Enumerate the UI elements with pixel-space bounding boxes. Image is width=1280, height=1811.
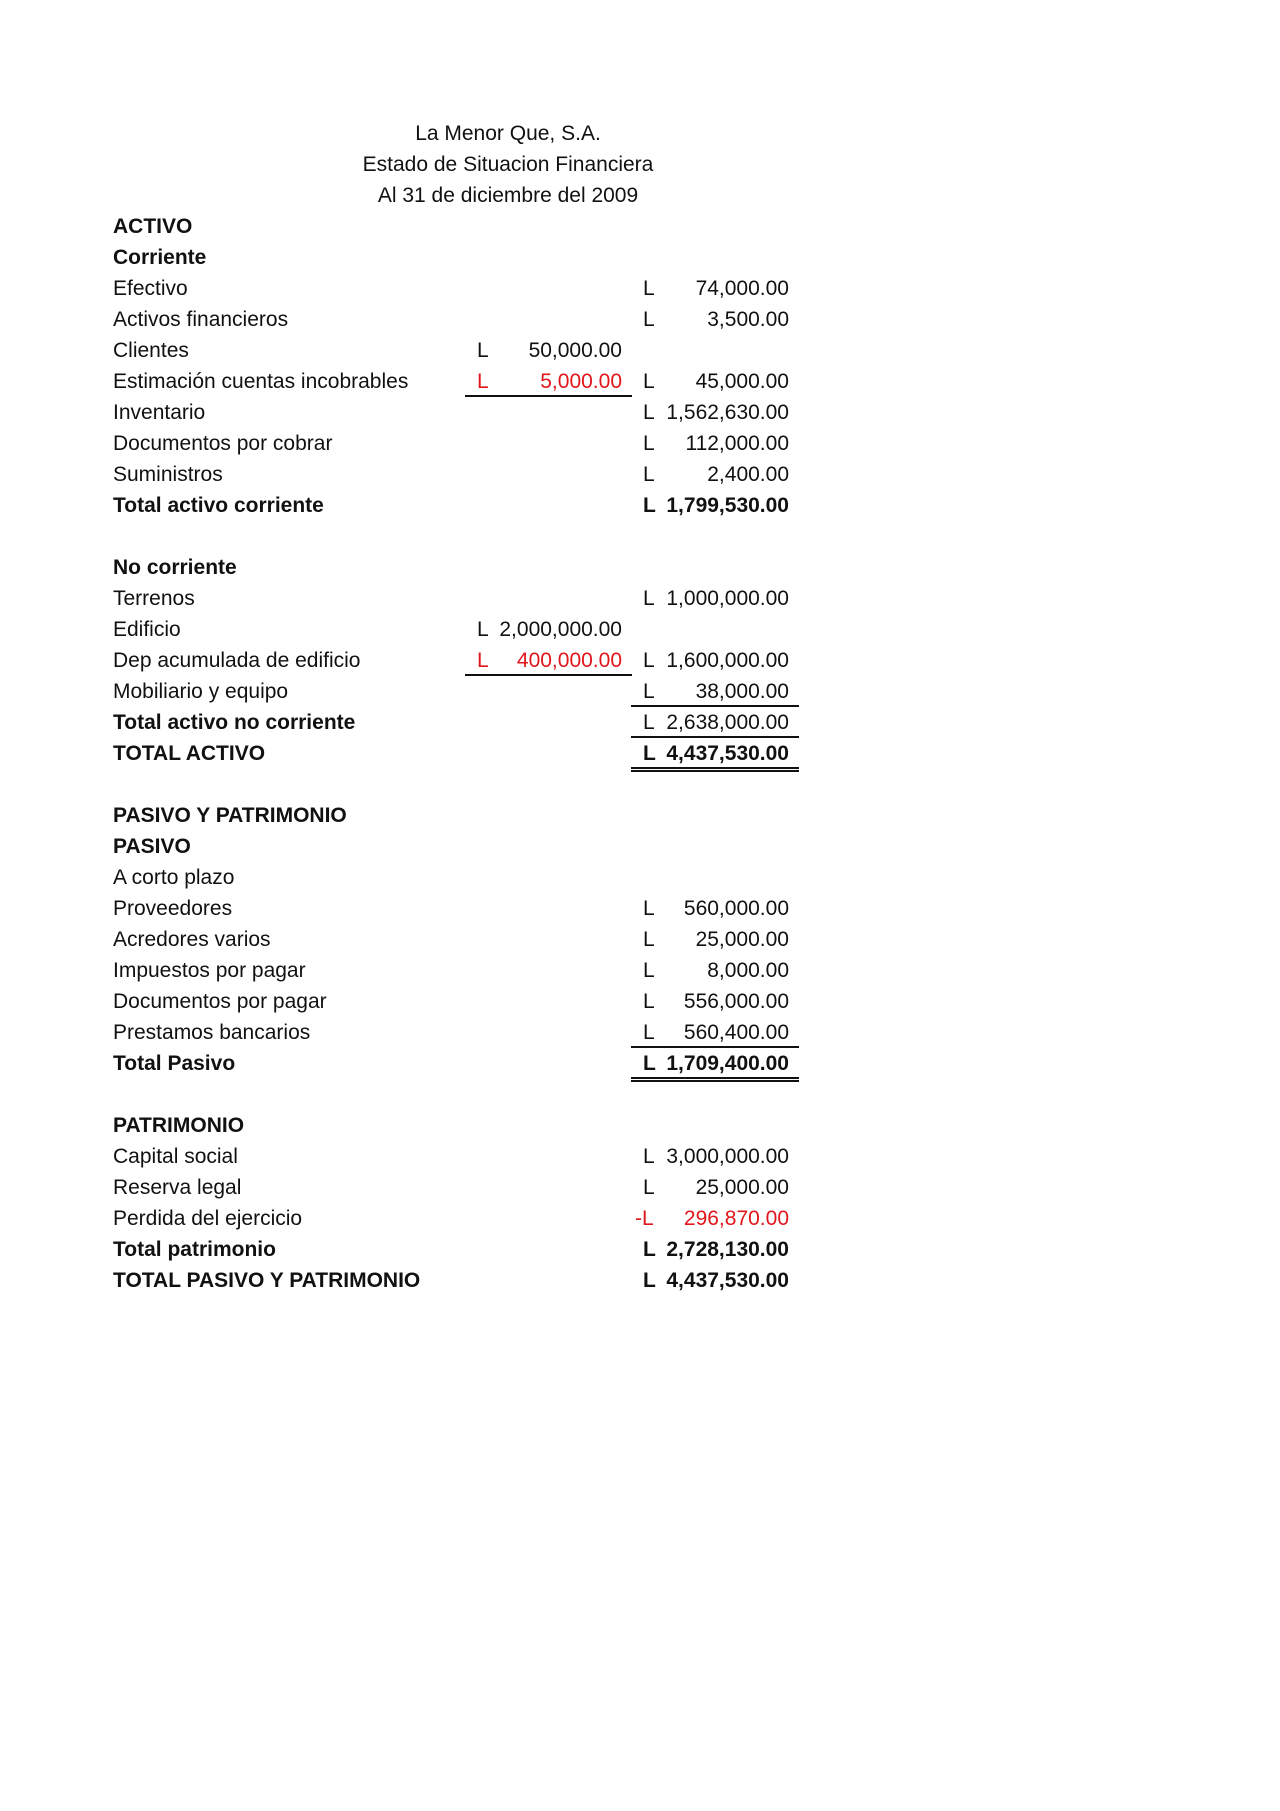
line-item-activos-financieros: Activos financieros L 3,500.00 (113, 304, 813, 335)
financial-statement (113, 118, 813, 1296)
subsection-label: A corto plazo (113, 866, 235, 889)
line-item-mobiliario: Mobiliario y equipo L 38,000.00 (113, 676, 813, 707)
amount: L 2,400.00 (643, 463, 789, 486)
line-item-prestamos: Prestamos bancarios L 560,400.00 (113, 1017, 813, 1048)
line-item-inventario: Inventario L 1,562,630.00 (113, 397, 813, 428)
total-activo-no-corriente: Total activo no corriente L 2,638,000.00 (113, 707, 813, 738)
amount: L 560,400.00 (643, 1021, 789, 1044)
amount-negative: L 5,000.00 (465, 366, 632, 397)
amount: L 1,600,000.00 (643, 649, 789, 672)
amount: L 74,000.00 (643, 277, 789, 300)
amount: L 45,000.00 (643, 370, 789, 393)
section-heading: PATRIMONIO (113, 1114, 245, 1137)
line-item-suministros: Suministros L 2,400.00 (113, 459, 813, 490)
line-item-documentos-pagar: Documentos por pagar L 556,000.00 (113, 986, 813, 1017)
subsection-heading: No corriente (113, 556, 237, 579)
spacer (113, 769, 813, 800)
amount: L 3,000,000.00 (643, 1145, 789, 1168)
line-item-impuestos: Impuestos por pagar L 8,000.00 (113, 955, 813, 986)
amount: L 556,000.00 (643, 990, 789, 1013)
total-activo: TOTAL ACTIVO L 4,437,530.00 (113, 738, 813, 769)
amount-total: L 2,638,000.00 (631, 707, 799, 738)
amount-total: L 1,799,530.00 (643, 494, 789, 517)
spacer (113, 1079, 813, 1110)
amount: L 38,000.00 (631, 676, 799, 707)
line-item-acreedores: Acredores varios L 25,000.00 (113, 924, 813, 955)
statement-date: Al 31 de diciembre del 2009 (377, 184, 639, 207)
amount: L 50,000.00 (477, 339, 622, 362)
line-item-clientes: Clientes L 50,000.00 (113, 335, 813, 366)
section-heading: PASIVO Y PATRIMONIO (113, 804, 347, 827)
company-name: La Menor Que, S.A. (415, 122, 601, 145)
line-item-dep-edificio: Dep acumulada de edificio L 400,000.00 L 1,600,000.00 (113, 645, 813, 676)
amount-negative: L 400,000.00 (465, 645, 632, 676)
total-activo-corriente: Total activo corriente L 1,799,530.00 (113, 490, 813, 521)
amount-grand-total: L 4,437,530.00 (643, 1269, 789, 1292)
amount-total: L 2,728,130.00 (643, 1238, 789, 1261)
line-item-documentos-cobrar: Documentos por cobrar L 112,000.00 (113, 428, 813, 459)
amount: L 25,000.00 (643, 1176, 789, 1199)
subsection-heading: Corriente (113, 246, 207, 269)
amount: L 1,562,630.00 (643, 401, 789, 424)
line-item-reserva: Reserva legal L 25,000.00 (113, 1172, 813, 1203)
total-pasivo-patrimonio: TOTAL PASIVO Y PATRIMONIO L 4,437,530.00 (113, 1265, 813, 1296)
line-item-proveedores: Proveedores L 560,000.00 (113, 893, 813, 924)
amount: L 1,000,000.00 (643, 587, 789, 610)
line-item-terrenos: Terrenos L 1,000,000.00 (113, 583, 813, 614)
line-item-perdida: Perdida del ejercicio -L 296,870.00 (113, 1203, 813, 1234)
section-heading: ACTIVO (113, 215, 193, 238)
amount: L 560,000.00 (643, 897, 789, 920)
total-pasivo: Total Pasivo L 1,709,400.00 (113, 1048, 813, 1079)
total-patrimonio: Total patrimonio L 2,728,130.00 (113, 1234, 813, 1265)
amount: L 2,000,000.00 (477, 618, 622, 641)
line-item-efectivo: Efectivo L 74,000.00 (113, 273, 813, 304)
amount-total: L 1,709,400.00 (631, 1046, 799, 1082)
spacer (113, 521, 813, 552)
amount: L 25,000.00 (643, 928, 789, 951)
amount-negative: -L 296,870.00 (635, 1207, 789, 1230)
amount: L 112,000.00 (643, 432, 789, 455)
line-item-edificio: Edificio L 2,000,000.00 (113, 614, 813, 645)
statement-title: Estado de Situacion Financiera (362, 153, 654, 176)
amount-grand-total: L 4,437,530.00 (631, 738, 799, 772)
line-item-estimacion: Estimación cuentas incobrables L 5,000.00 L 45,000.00 (113, 366, 813, 397)
amount: L 3,500.00 (643, 308, 789, 331)
subsection-heading: PASIVO (113, 835, 191, 858)
amount: L 8,000.00 (643, 959, 789, 982)
line-item-capital: Capital social L 3,000,000.00 (113, 1141, 813, 1172)
